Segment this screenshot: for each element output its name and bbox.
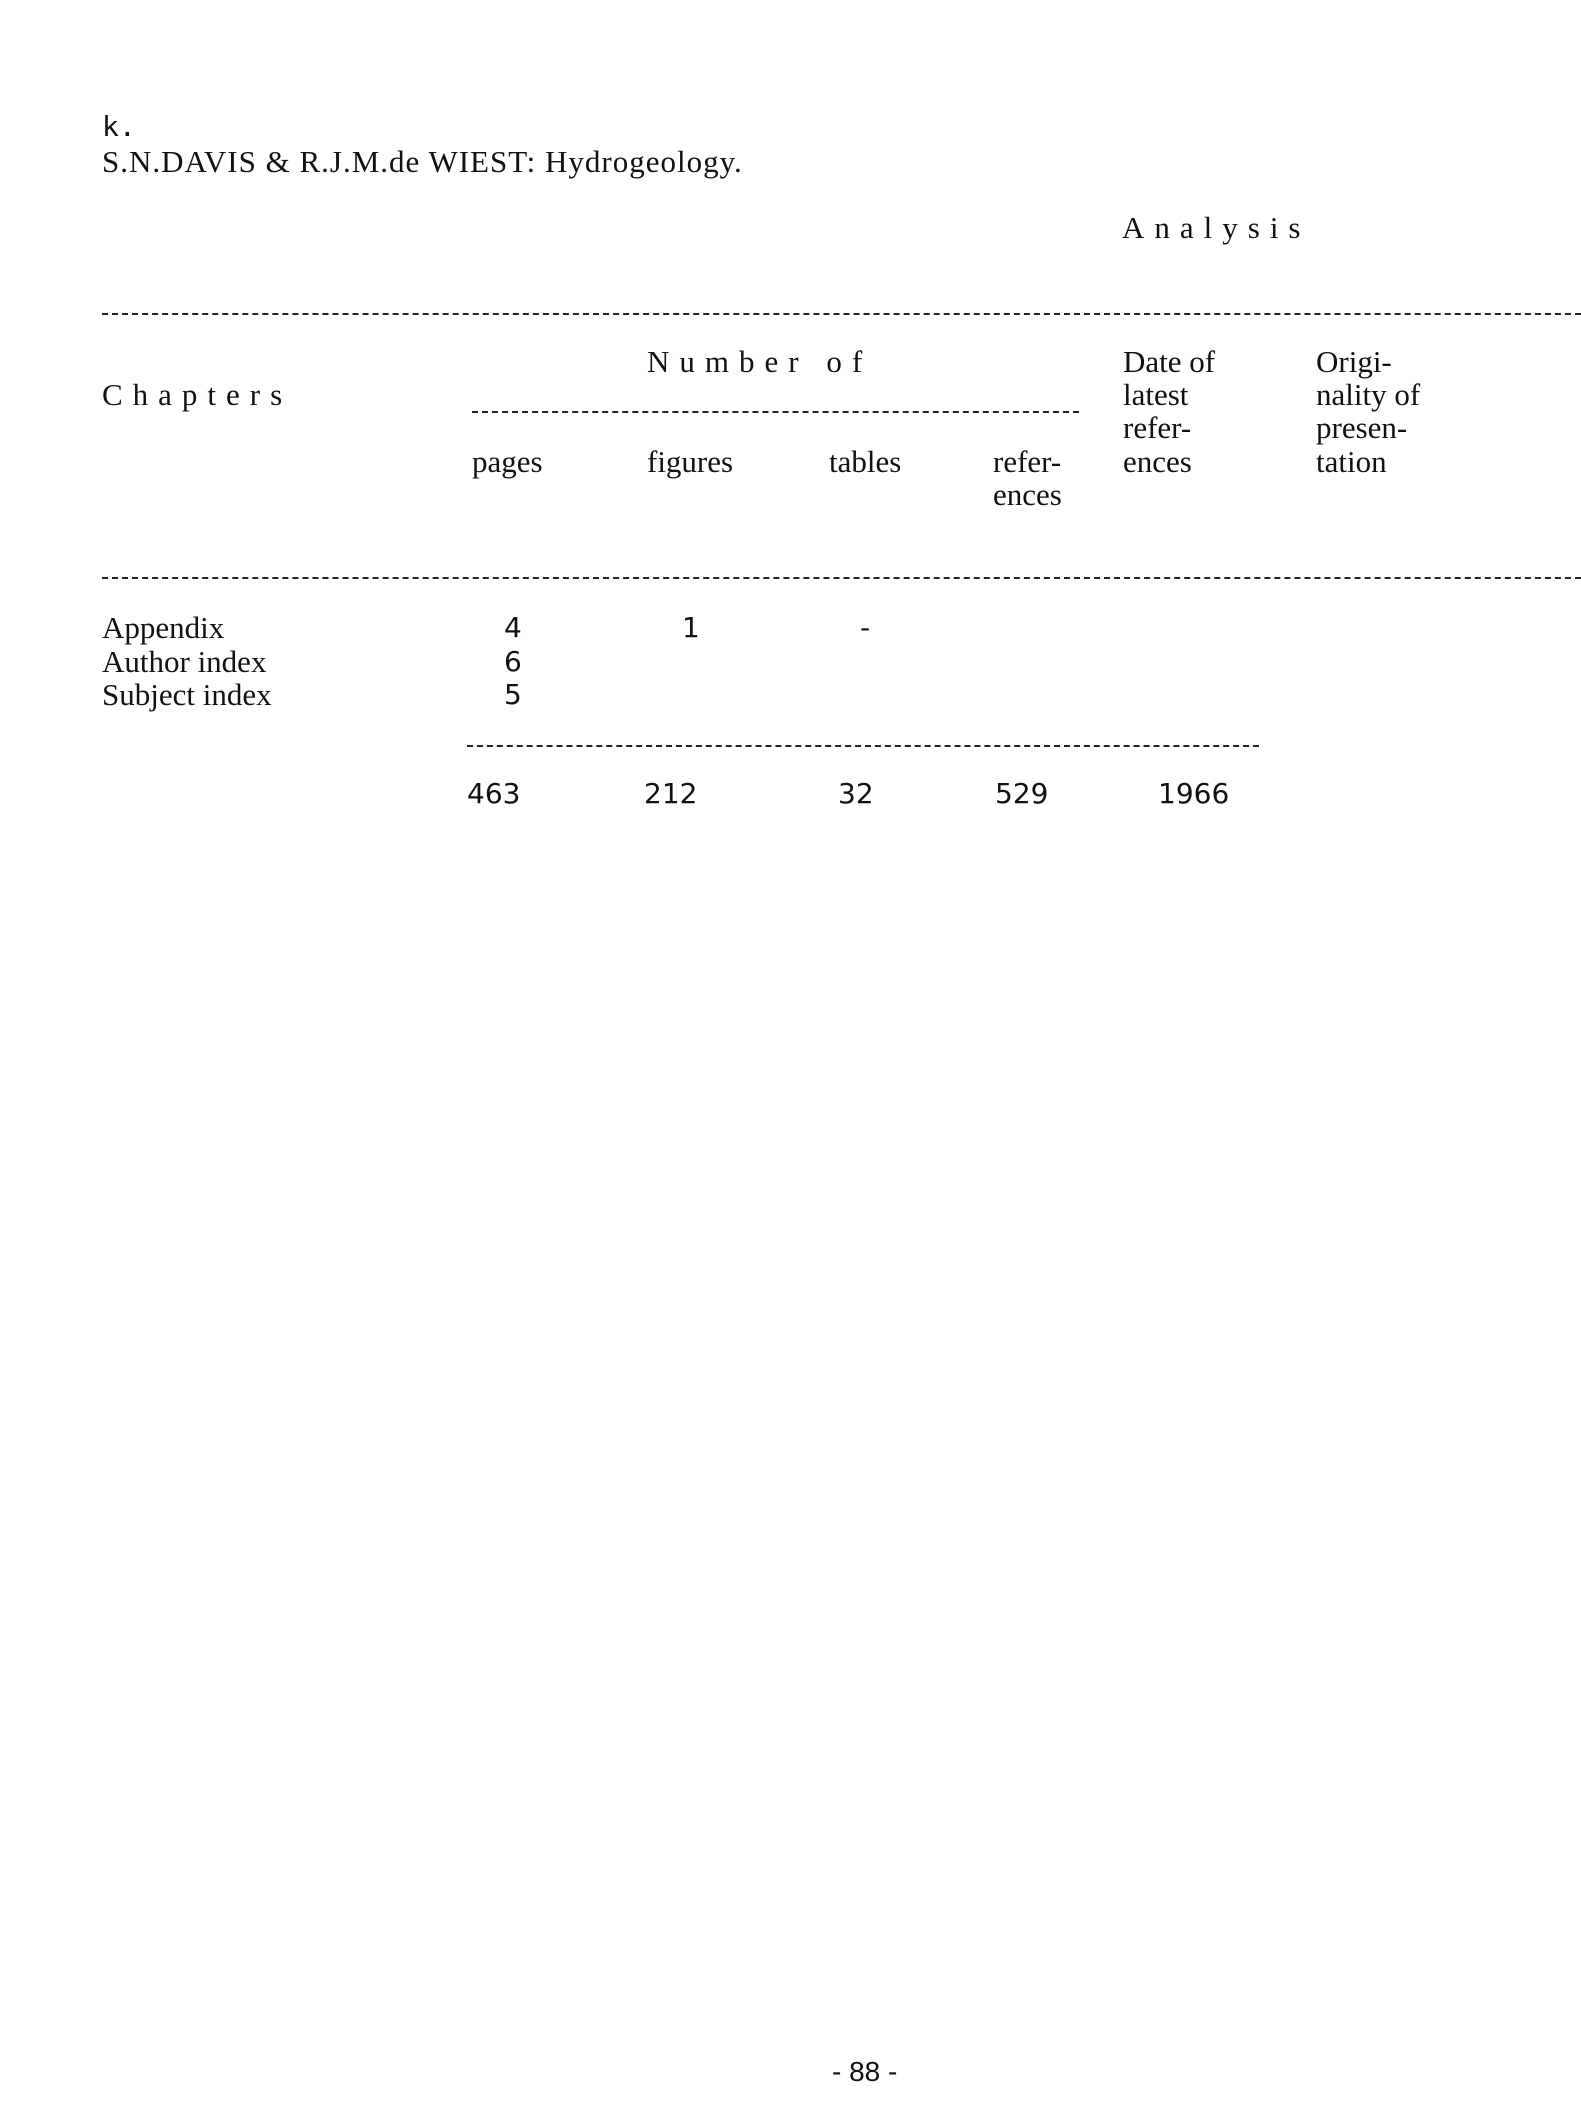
number-of-rule [472,411,1079,413]
header-figures: figures [647,444,734,479]
section-letter: k. [102,110,136,143]
row-tables-appendix: - [860,611,871,644]
header-references-2: ences [993,477,1062,512]
header-originality-4: tation [1316,444,1387,479]
row-pages-appendix: 4 [504,611,522,644]
row-chapter-subject-index: Subject index [102,677,272,712]
totals-rule [467,745,1259,747]
table-top-rule [102,313,1581,315]
row-pages-subject-index: 5 [504,678,522,711]
total-pages: 463 [467,777,521,810]
page-number: - 88 - [832,2056,898,2087]
header-date-4: ences [1123,444,1192,479]
total-latest-date: 1966 [1158,777,1230,810]
header-chapters: Chapters [102,377,293,412]
header-originality-1: Origi- [1316,344,1392,379]
total-tables: 32 [838,777,874,810]
header-pages: pages [472,444,543,479]
header-date-3: refer- [1123,410,1192,445]
header-originality-3: presen- [1316,410,1408,445]
row-chapter-appendix: Appendix [102,610,225,645]
book-title: S.N.DAVIS & R.J.M.de WIEST: Hydrogeology. [102,144,743,179]
total-figures: 212 [644,777,698,810]
row-pages-author-index: 6 [504,645,522,678]
header-originality-2: nality of [1316,377,1421,412]
header-references-1: refer- [993,444,1062,479]
row-figures-appendix: 1 [682,611,700,644]
header-number-of: Number of [647,344,873,379]
header-bottom-rule [102,577,1581,579]
header-date-2: latest [1123,377,1189,412]
header-date-1: Date of [1123,344,1216,379]
row-chapter-author-index: Author index [102,644,267,679]
total-references: 529 [995,777,1049,810]
analysis-label: Analysis [1122,210,1311,245]
header-tables: tables [829,444,902,479]
